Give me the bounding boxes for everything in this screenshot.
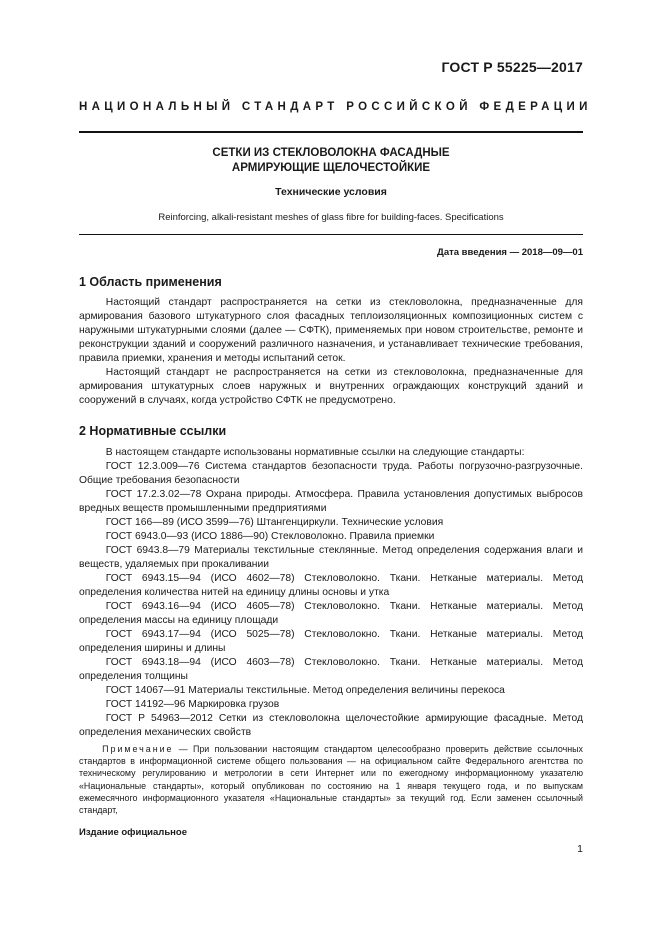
gost-number: ГОСТ Р 55225—2017 (441, 59, 583, 75)
section-1-heading: 1 Область применения (79, 275, 222, 289)
paragraph: В настоящем стандарте использованы нормативные ссылки на следующие стандарты: (105, 447, 525, 458)
page-number: 1 (577, 843, 583, 855)
reference-item: ГОСТ 6943.0—93 (ИСО 1886—90) Стекловолокно. Правила приемки (105, 531, 435, 542)
document-subtitle: Технические условия (275, 186, 387, 198)
paragraph: Настоящий стандарт распространяется на сетки из стекловолокна, предназначенные для армирования базового штукатурного слоя фасадных теплоизоляционных композиционных систем с наружными штукатурными слоями (далее — СФТК), применяемых при новом строительстве, ремонте и реконструкции зданий и сооружений различного назначения, и устанавливает технические требования, правила приемки, хранения и методы испытаний сеток. (79, 297, 583, 364)
reference-item: ГОСТ Р 54963—2012 Сетки из стекловолокна щелочестойкие армирующие фасадные. Метод определения механических свойств (79, 713, 583, 738)
note-label: Примечание (102, 744, 174, 754)
title-rule (79, 234, 583, 235)
paragraph: Настоящий стандарт не распространяется на сетки из стекловолокна, предназначенные для армирования штукатурных слоев наружных и внутренних ограждающих конструкций зданий и сооружений в случаях, когда устройство СФТК не предусмотрено. (79, 367, 583, 406)
section-1-body (79, 296, 583, 408)
note-block (79, 743, 583, 816)
section-2-body (79, 446, 583, 740)
reference-item: ГОСТ 6943.16—94 (ИСО 4605—78) Стекловолокно. Ткани. Нетканые материалы. Метод определения массы на единицу площади (79, 601, 583, 626)
reference-item: ГОСТ 6943.8—79 Материалы текстильные стеклянные. Метод определения содержания влаги и веществ, удаляемых при прокаливании (79, 545, 583, 570)
introduction-date: Дата введения — 2018—09—01 (437, 247, 583, 258)
reference-item: ГОСТ 6943.18—94 (ИСО 4603—78) Стекловолокно. Ткани. Нетканые материалы. Метод определения толщины (79, 657, 583, 682)
reference-item: ГОСТ 12.3.009—76 Система стандартов безопасности труда. Работы погрузочно-разгрузочные. Общие требования безопасности (79, 461, 583, 486)
note-text: — При пользовании настоящим стандартом целесообразно проверить действие ссылочных стандартов в информационной системе общего пользования — на официальном сайте Федерального агентства по техническому регулированию и метрологии в сети Интернет или по ежегодному информационному указателю «Национальные стандарты», который опубликован по состоянию на 1 января текущего года, и по выпускам ежемесячного информационного указателя «Национальные стандарты» за текущий год. Если заменен ссылочный стандарт, (79, 744, 583, 816)
english-title: Reinforcing, alkali-resistant meshes of glass fibre for building-faces. Specifications (158, 212, 504, 223)
reference-item: ГОСТ 6943.15—94 (ИСО 4602—78) Стекловолокно. Ткани. Нетканые материалы. Метод определения количества нитей на единицу длины основы и утка (79, 573, 583, 598)
reference-item: ГОСТ 17.2.3.02—78 Охрана природы. Атмосфера. Правила установления допустимых выбросов вредных веществ промышленными предприятиями (79, 489, 583, 514)
title-line-1: СЕТКИ ИЗ СТЕКЛОВОЛОКНА ФАСАДНЫЕ (212, 147, 450, 159)
header-rule (79, 131, 583, 133)
document-title (79, 146, 583, 176)
reference-item: ГОСТ 6943.17—94 (ИСО 5025—78) Стекловолокно. Ткани. Нетканые материалы. Метод определения ширины и длины (79, 629, 583, 654)
national-standard-banner: НАЦИОНАЛЬНЫЙ СТАНДАРТ РОССИЙСКОЙ ФЕДЕРАЦИИ (79, 101, 592, 113)
official-edition-label: Издание официальное (79, 827, 187, 838)
reference-item: ГОСТ 166—89 (ИСО 3599—76) Штангенциркули. Технические условия (105, 517, 444, 528)
note-paragraph (79, 743, 583, 816)
reference-item: ГОСТ 14067—91 Материалы текстильные. Метод определения величины перекоса (105, 685, 505, 696)
title-line-2: АРМИРУЮЩИЕ ЩЕЛОЧЕСТОЙКИЕ (231, 162, 431, 174)
section-2-heading: 2 Нормативные ссылки (79, 424, 227, 438)
reference-item: ГОСТ 14192—96 Маркировка грузов (105, 699, 280, 710)
